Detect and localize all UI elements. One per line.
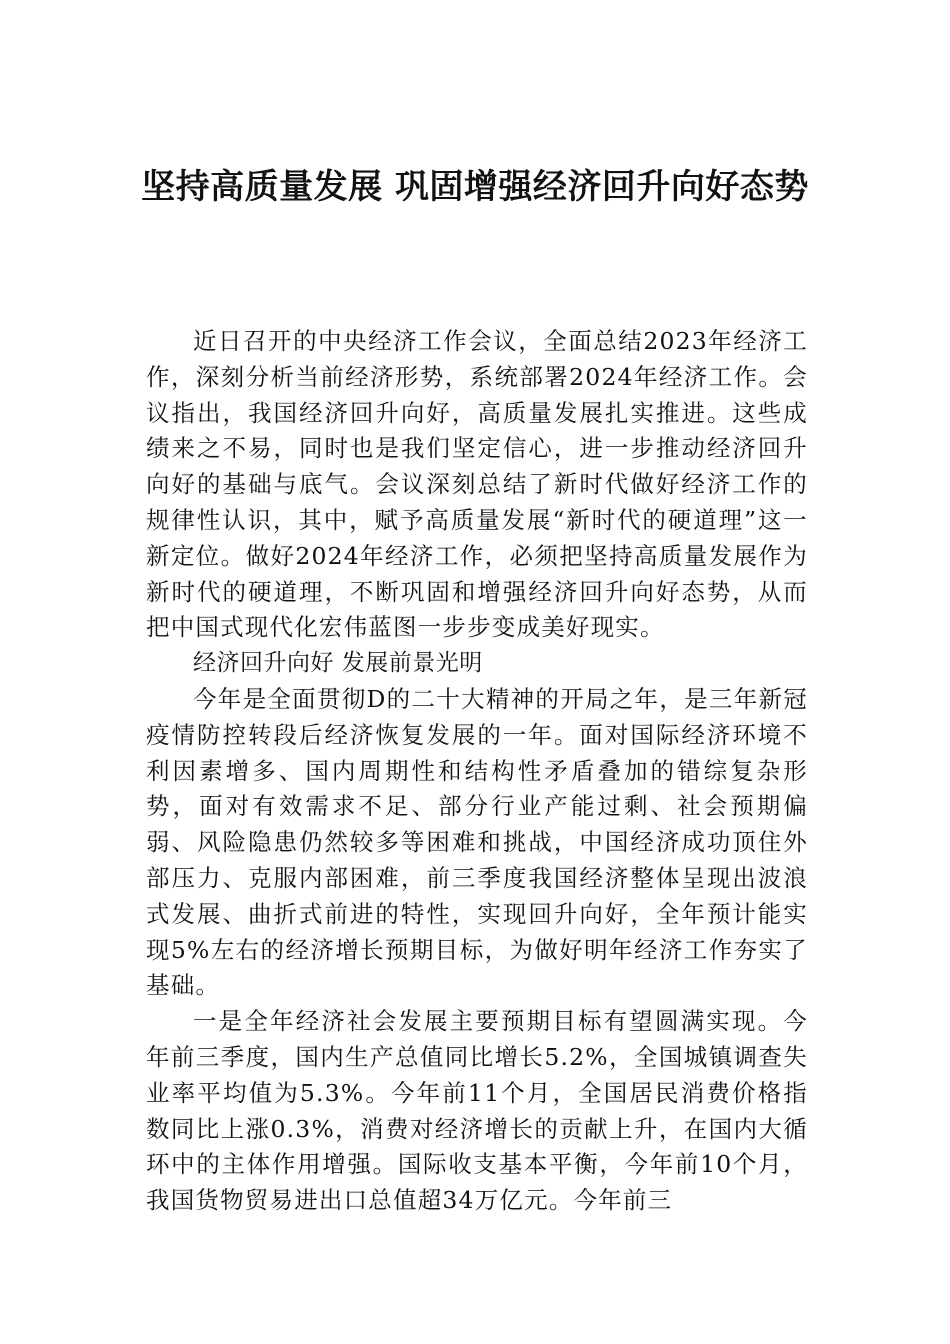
- point-one-paragraph: [146, 1004, 808, 1219]
- section-paragraph: 今年是全面贯彻D的二十大精神的开局之年，是三年新冠疫情防控转段后经济恢复发展的一年。面对国际经济环境不利因素增多、国内周期性和结构性矛盾叠加的错综复杂形势，面对有效需求不足、部分行业产能过剩、社会预期偏弱、风险隐患仍然较多等困难和挑战，中国经济成功顶住外部压力、克服内部困难，前三季度我国经济整体呈现出波浪式发展、曲折式前进的特性，实现回升向好，全年预计能实现5%左右的经济增长预期目标，为做好明年经济工作夯实了基础。: [146, 684, 808, 1000]
- point-one-text: 今年前三季度，国内生产总值同比增长5.2%，全国城镇调查失业率平均值为5.3%。今年前11个月，全国居民消费价格指数同比上涨0.3%，消费对经济增长的贡献上升，在国内大循环中的主体作用增强。国际收支基本平衡，今年前10个月，我国货物贸易进出口总值超34万亿元。今年前三: [146, 1007, 808, 1215]
- document-title: 坚持高质量发展 巩固增强经济回升向好态势: [141, 167, 809, 207]
- document-body: [146, 324, 808, 1219]
- point-one-lead: 一是全年经济社会发展主要预期目标有望圆满实现。: [193, 1007, 784, 1036]
- section-heading: 经济回升向好 发展前景光明: [193, 650, 483, 677]
- intro-paragraph: 近日召开的中央经济工作会议，全面总结2023年经济工作，深刻分析当前经济形势，系统部署2024年经济工作。会议指出，我国经济回升向好，高质量发展扎实推进。这些成绩来之不易，同时也是我们坚定信心，进一步推动经济回升向好的基础与底气。会议深刻总结了新时代做好经济工作的规律性认识，其中，赋予高质量发展“新时代的硬道理”这一新定位。做好2024年经济工作，必须把坚持高质量发展作为新时代的硬道理，不断巩固和增强经济回升向好态势，从而把中国式现代化宏伟蓝图一步步变成美好现实。: [146, 327, 808, 642]
